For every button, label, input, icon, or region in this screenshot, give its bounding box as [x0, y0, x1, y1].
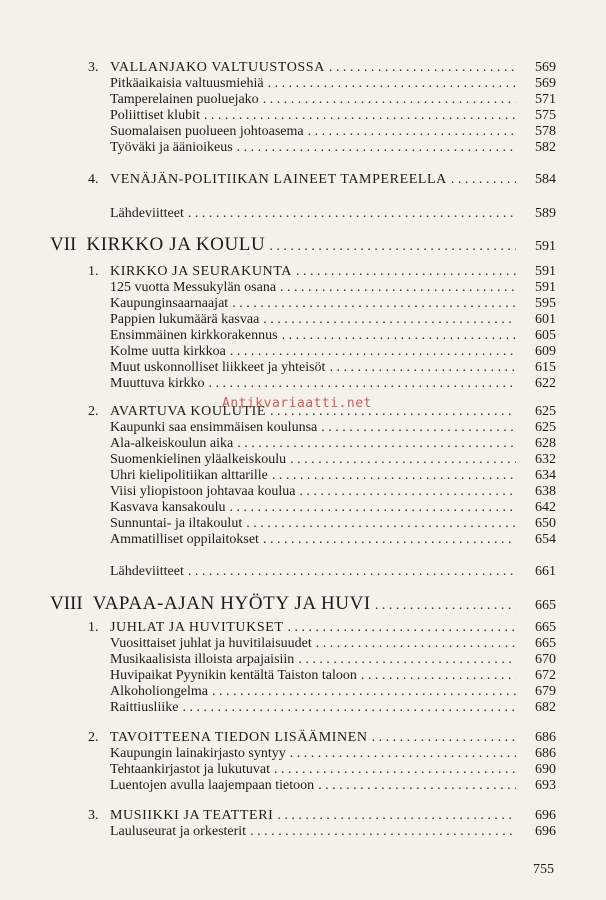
entry-title: Lähdeviitteet — [110, 206, 184, 221]
entry-page-number: 638 — [535, 484, 556, 499]
entry-title: Uhri kielipolitiikan alttarille — [110, 468, 268, 483]
entry-page-number: 690 — [535, 762, 556, 777]
toc-entry — [110, 452, 556, 468]
entry-title: Tehtaankirjastot ja lukutuvat — [110, 762, 270, 777]
entry-title: Huvipaikat Pyynikin kentältä Taiston taloon — [110, 668, 357, 683]
entry-page-number: 569 — [535, 60, 556, 75]
entry-title: Suomalaisen puolueen johtoasema — [110, 124, 304, 139]
dot-leader — [372, 730, 516, 746]
entry-page-number: 584 — [535, 172, 556, 187]
entry-page-number: 670 — [535, 652, 556, 667]
toc-entry — [110, 140, 556, 156]
entry-title: Vuosittaiset juhlat ja huvitilaisuudet — [110, 636, 312, 651]
entry-page-number: 601 — [535, 312, 556, 327]
entry-title: Musikaalisista illoista arpajaisiin — [110, 652, 295, 667]
entry-title: Pappien lukumäärä kasvaa — [110, 312, 260, 327]
entry-title: Lähdeviitteet — [110, 564, 184, 579]
entry-title: Muut uskonnolliset liikkeet ja yhteisöt — [110, 360, 326, 375]
dot-leader — [308, 124, 516, 140]
toc-entry — [110, 564, 556, 580]
dot-leader — [299, 484, 516, 500]
entry-page-number: 679 — [535, 684, 556, 699]
dot-leader — [229, 500, 516, 516]
entry-title: Ala-alkeiskoulun aika — [110, 436, 234, 451]
entry-page-number: 696 — [535, 824, 556, 839]
entry-page-number: 665 — [535, 620, 556, 635]
entry-title: Viisi yliopistoon johtavaa koulua — [110, 484, 296, 499]
dot-leader — [263, 92, 516, 108]
entry-title: Suomenkielinen yläalkeiskoulu — [110, 452, 287, 467]
entry-page-number: 654 — [535, 532, 556, 547]
dot-leader — [272, 468, 516, 484]
dot-leader — [296, 264, 516, 280]
entry-title: Poliittiset klubit — [110, 108, 200, 123]
entry-title: Tamperelainen puoluejako — [110, 92, 259, 107]
dot-leader — [212, 684, 516, 700]
dot-leader — [263, 312, 516, 328]
toc-entry — [110, 206, 556, 222]
toc-entry — [50, 234, 556, 256]
dot-leader — [277, 808, 516, 824]
entry-number: 1. — [88, 264, 99, 279]
dot-leader — [188, 564, 516, 580]
dot-leader — [268, 76, 516, 92]
dot-leader — [204, 108, 516, 124]
dot-leader — [263, 532, 516, 548]
toc-entry — [110, 532, 556, 548]
entry-title: Kasvava kansakoulu — [110, 500, 226, 515]
entry-title: Kaupunki saa ensimmäisen koulunsa — [110, 420, 318, 435]
entry-page-number: 693 — [535, 778, 556, 793]
toc-entry — [110, 484, 556, 500]
dot-leader — [282, 328, 516, 344]
section-title: VENÄJÄN-POLITIIKAN LAINEET TAMPEREELLA — [110, 172, 447, 187]
dot-leader — [321, 420, 516, 436]
dot-leader — [361, 668, 516, 684]
chapter-title: KIRKKO JA KOULU — [86, 234, 266, 255]
entry-title: Muuttuva kirkko — [110, 376, 205, 391]
toc-entry — [110, 746, 556, 762]
toc-entry — [110, 420, 556, 436]
dot-leader — [188, 206, 516, 222]
toc-entry — [110, 762, 556, 778]
section-title: TAVOITTEENA TIEDON LISÄÄMINEN — [110, 730, 368, 745]
entry-page-number: 569 — [535, 76, 556, 91]
dot-leader — [451, 172, 516, 188]
entry-title: Pitkäaikaisia valtuusmiehiä — [110, 76, 264, 91]
dot-leader — [269, 239, 516, 255]
dot-leader — [329, 360, 516, 376]
toc-entry — [88, 60, 556, 76]
entry-title: Sunnuntai- ja iltakoulut — [110, 516, 243, 531]
entry-page-number: 615 — [535, 360, 556, 375]
dot-leader — [280, 280, 516, 296]
dot-leader — [318, 778, 516, 794]
section-title: JUHLAT JA HUVITUKSET — [110, 620, 284, 635]
toc-entry — [110, 468, 556, 484]
entry-title: 125 vuotta Messukylän osana — [110, 280, 277, 295]
section-title: MUSIIKKI JA TEATTERI — [110, 808, 274, 823]
section-title: AVARTUVA KOULUTIE — [110, 404, 266, 419]
entry-page-number: 595 — [535, 296, 556, 311]
entry-title: Alkoholiongelma — [110, 684, 208, 699]
toc-entry — [88, 620, 556, 636]
toc-entry — [110, 778, 556, 794]
entry-title: Kaupungin lainakirjasto syntyy — [110, 746, 286, 761]
toc-entry — [110, 312, 556, 328]
toc-entry — [110, 124, 556, 140]
entry-page-number: 591 — [535, 239, 556, 254]
toc-entry — [110, 436, 556, 452]
entry-title: Ammatilliset oppilaitokset — [110, 532, 259, 547]
chapter-title: VAPAA-AJAN HYÖTY JA HUVI — [92, 593, 371, 614]
toc-entry — [110, 376, 556, 392]
entry-title: Kolme uutta kirkkoa — [110, 344, 226, 359]
entry-page-number: 609 — [535, 344, 556, 359]
entry-title: Kaupunginsaarnaajat — [110, 296, 229, 311]
toc-entry — [110, 344, 556, 360]
entry-title: Työväki ja äänioikeus — [110, 140, 233, 155]
entry-number: 3. — [88, 60, 99, 75]
entry-page-number: 650 — [535, 516, 556, 531]
watermark-text: Antikvariaatti.net — [222, 396, 372, 411]
dot-leader — [246, 516, 516, 532]
section-title: VALLANJAKO VALTUUSTOSSA — [110, 60, 325, 75]
dot-leader — [316, 636, 516, 652]
entry-page-number: 605 — [535, 328, 556, 343]
entry-page-number: 571 — [535, 92, 556, 107]
entry-page-number: 672 — [535, 668, 556, 683]
entry-title: Raittiusliike — [110, 700, 179, 715]
dot-leader — [288, 620, 516, 636]
toc-entry — [110, 824, 556, 840]
toc-entry — [110, 280, 556, 296]
entry-number: 2. — [88, 404, 99, 419]
dot-leader — [232, 296, 516, 312]
entry-page-number: 686 — [535, 746, 556, 761]
toc-entry — [110, 684, 556, 700]
entry-page-number: 661 — [535, 564, 556, 579]
toc-entry — [88, 172, 556, 188]
entry-page-number: 634 — [535, 468, 556, 483]
toc-entry — [110, 636, 556, 652]
entry-page-number: 625 — [535, 404, 556, 419]
entry-page-number: 642 — [535, 500, 556, 515]
dot-leader — [290, 452, 516, 468]
entry-number: 1. — [88, 620, 99, 635]
toc-entry — [110, 328, 556, 344]
toc-entry — [110, 516, 556, 532]
entry-page-number: 591 — [535, 264, 556, 279]
dot-leader — [290, 746, 516, 762]
toc-entry — [88, 808, 556, 824]
toc-entry — [88, 264, 556, 280]
toc-entry — [110, 652, 556, 668]
dot-leader — [250, 824, 516, 840]
section-title: KIRKKO JA SEURAKUNTA — [110, 264, 292, 279]
entry-page-number: 632 — [535, 452, 556, 467]
toc-entry — [110, 92, 556, 108]
entry-title: Luentojen avulla laajempaan tietoon — [110, 778, 315, 793]
page-number: 755 — [533, 862, 554, 877]
entry-page-number: 625 — [535, 420, 556, 435]
entry-number: VII — [50, 234, 77, 255]
dot-leader — [237, 436, 516, 452]
toc-entry — [110, 76, 556, 92]
entry-page-number: 591 — [535, 280, 556, 295]
toc-entry — [110, 500, 556, 516]
toc-entry — [88, 730, 556, 746]
toc-entry — [110, 668, 556, 684]
dot-leader — [237, 140, 516, 156]
entry-page-number: 665 — [535, 598, 556, 613]
dot-leader — [182, 700, 516, 716]
entry-page-number: 575 — [535, 108, 556, 123]
entry-number: 4. — [88, 172, 99, 187]
entry-number: 2. — [88, 730, 99, 745]
dot-leader — [209, 376, 517, 392]
dot-leader — [274, 762, 516, 778]
entry-page-number: 686 — [535, 730, 556, 745]
entry-number: 3. — [88, 808, 99, 823]
dot-leader — [375, 598, 516, 614]
toc-entry — [50, 593, 556, 615]
entry-page-number: 589 — [535, 206, 556, 221]
entry-page-number: 665 — [535, 636, 556, 651]
toc-entry — [110, 700, 556, 716]
toc-entry — [110, 108, 556, 124]
entry-page-number: 622 — [535, 376, 556, 391]
dot-leader — [230, 344, 516, 360]
entry-page-number: 582 — [535, 140, 556, 155]
toc-entry — [110, 296, 556, 312]
entry-page-number: 578 — [535, 124, 556, 139]
entry-title: Ensimmäinen kirkkorakennus — [110, 328, 278, 343]
dot-leader — [329, 60, 516, 76]
entry-page-number: 628 — [535, 436, 556, 451]
dot-leader — [298, 652, 516, 668]
entry-page-number: 696 — [535, 808, 556, 823]
entry-page-number: 682 — [535, 700, 556, 715]
entry-title: Lauluseurat ja orkesterit — [110, 824, 247, 839]
entry-number: VIII — [50, 593, 83, 614]
toc-entry — [110, 360, 556, 376]
